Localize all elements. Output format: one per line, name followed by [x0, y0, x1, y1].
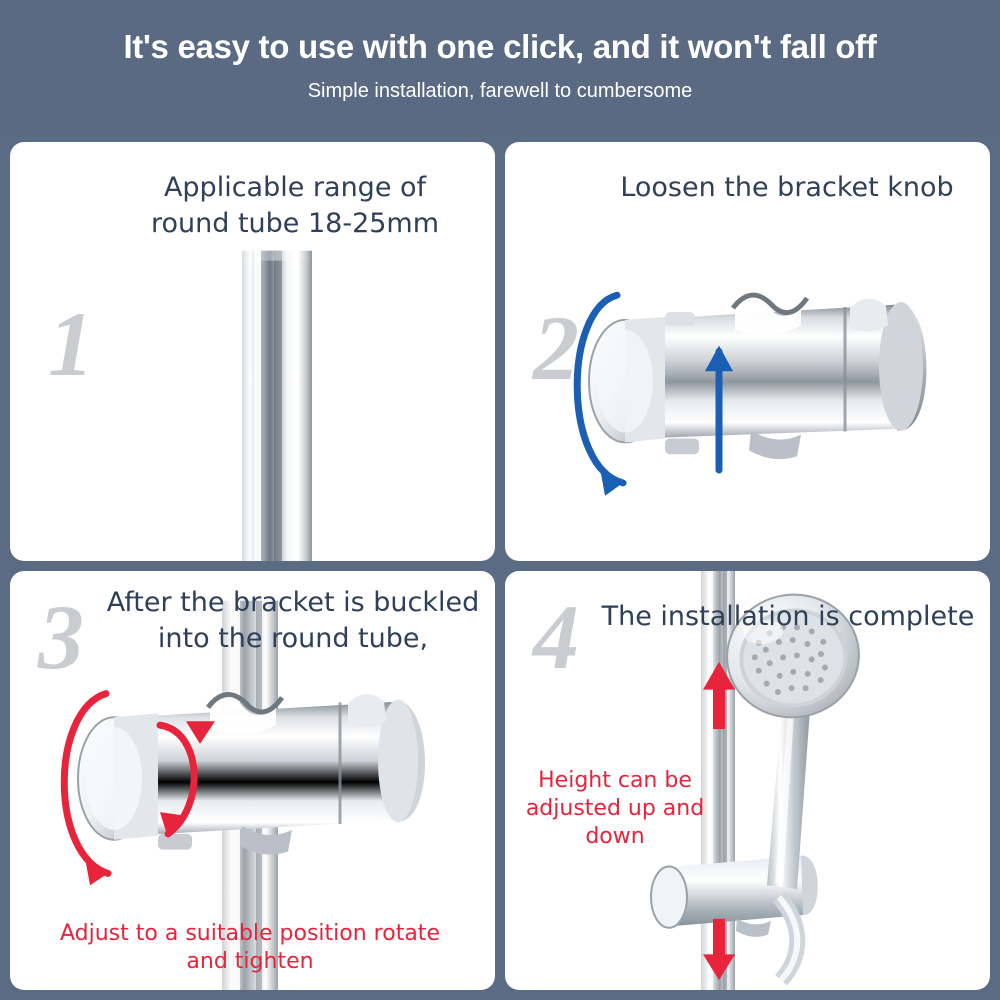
- step-heading: Applicable range of round tube 18-25mm: [150, 172, 440, 239]
- step-panel-1: [10, 142, 495, 561]
- page-subtitle: Simple installation, farewell to cumbersome: [307, 79, 693, 102]
- step-heading: The installation is complete: [601, 601, 975, 632]
- step-panel-2: [505, 142, 990, 561]
- step-caption: Adjust to a suitable position rotate and tighten: [60, 920, 440, 974]
- steps-grid: [0, 132, 1000, 1000]
- step-panel-3: [10, 571, 495, 990]
- step-number: 4: [533, 586, 579, 688]
- step-number: 2: [533, 297, 579, 399]
- step-number: 1: [48, 293, 94, 395]
- page-title: It's easy to use with one click, and it won't fall off: [123, 28, 877, 66]
- step-caption: Height can be adjusted up and down: [525, 768, 705, 850]
- step-heading: Loosen the bracket knob: [620, 172, 954, 203]
- step-panel-4: [505, 571, 990, 990]
- step-heading: After the bracket is buckled into the round tube,: [106, 587, 480, 654]
- header-banner: [0, 0, 1000, 132]
- step-number: 3: [38, 586, 84, 688]
